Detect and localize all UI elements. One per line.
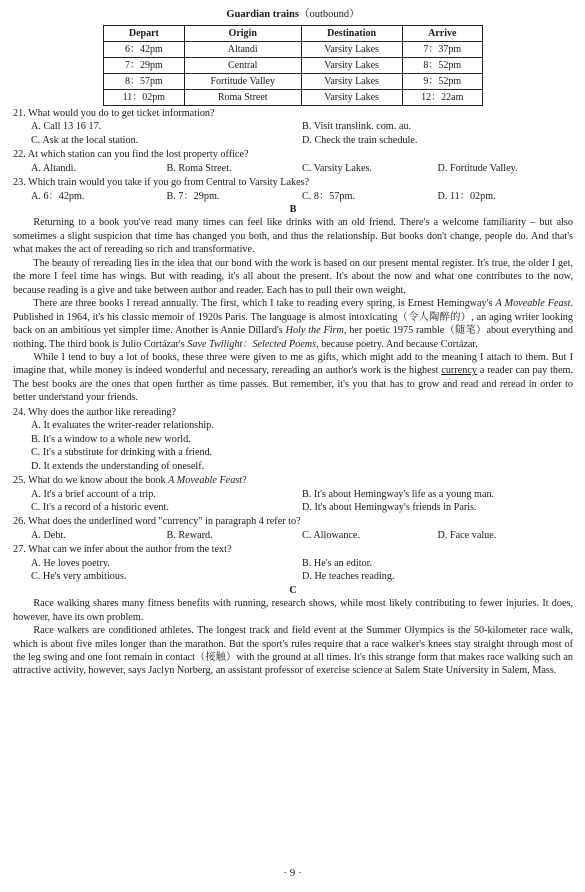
passage-b-paragraph-1: Returning to a book you've read many times can feel like drinks with an old friend. There's a welcome familiarity – but also sometimes a slight suspicion that time has changed you both, and thus the relationship. But books don't change, people do. And that's what makes the act of rereading so rich and transformative.: [13, 217, 573, 256]
option-a: A. It's a brief account of a trip.: [31, 488, 156, 500]
question-stem: 21. What would you do to get ticket information?: [13, 107, 215, 119]
exam-page: [13, 8, 573, 678]
option-d: D. Face value.: [437, 529, 497, 541]
option-c: C. Ask at the local station.: [31, 134, 139, 146]
table-cell: 8：57pm: [104, 73, 185, 89]
section-b-heading: B: [289, 204, 297, 216]
option-c: C. It's a substitute for drinking with a friend.: [31, 447, 213, 459]
option-b: B. It's about Hemingway's life as a young man.: [302, 488, 495, 500]
book-title: Save Twilight：Selected Poems: [187, 338, 317, 350]
option-c: C. He's very ambitious.: [31, 571, 127, 583]
table-header-cell: Depart: [104, 25, 185, 41]
table-cell: Altandi: [184, 41, 301, 57]
table-title-suffix: （outbound）: [298, 9, 360, 20]
question-stem: 23. Which train would you take if you go from Central to Varsity Lakes?: [13, 177, 310, 189]
book-title: A Moveable Feast: [495, 298, 571, 310]
option-d: D. He teaches reading.: [302, 571, 395, 583]
train-timetable: [103, 25, 483, 106]
table-cell: 7：37pm: [402, 41, 482, 57]
option-b: B. He's an editor.: [302, 557, 373, 569]
option-b: B. Roma Street.: [166, 162, 232, 174]
table-cell: 6：42pm: [104, 41, 185, 57]
option-d: D. Check the train schedule.: [302, 134, 418, 146]
table-title: [13, 8, 573, 22]
question-stem: 26. What does the underlined word "currency" in paragraph 4 refer to?: [13, 516, 301, 528]
option-a: A. He loves poetry.: [31, 557, 110, 569]
option-c: C. Allowance.: [302, 529, 361, 541]
passage-b-paragraph-2: The beauty of rereading lies in the idea that our bond with the work is based on our present mental register. It's true, the older I get, the more I feel time has wings. But with reading, it's all about the present. It's about the now and what one contributes to the now, because reading is a give and take between author and reader. Each has to pull their own weight.: [13, 257, 573, 296]
question-stem: 25. What do we know about the book A Moveable Feast?: [13, 475, 247, 487]
question-stem: 27. What can we infer about the author from the text?: [13, 544, 232, 556]
option-a: A. Altandi.: [31, 162, 76, 174]
table-cell: Central: [184, 57, 301, 73]
question-stem: 22. At which station can you find the lost property office?: [13, 149, 249, 161]
table-cell: Fortitude Valley: [184, 73, 301, 89]
option-c: C. It's a record of a historic event.: [31, 502, 169, 513]
table-row: [104, 57, 483, 73]
table-row: [104, 73, 483, 89]
question-25: [13, 474, 573, 514]
page-number: · 9 ·: [283, 867, 302, 879]
section-c-heading: C: [289, 584, 297, 596]
passage-b-paragraph-4: While I tend to buy a lot of books, these three were given to me as gifts, which might add to the meaning I attach to them. But I imagine that, while money is indeed wonderful and necessary, rereading an author's work is the highest currency a reader can pay them. The best books are the ones that open further as time passes. But remember, it's you that has to grow and read and reread in order to better understand your friends.: [13, 352, 573, 404]
table-cell: 11：02pm: [104, 89, 185, 105]
table-cell: 12：22am: [402, 89, 482, 105]
table-cell: Roma Street: [184, 89, 301, 105]
table-cell: Varsity Lakes: [301, 73, 402, 89]
table-cell: Varsity Lakes: [301, 41, 402, 57]
option-d: D. It extends the understanding of oneself.: [31, 460, 205, 472]
table-body: [104, 41, 483, 105]
table-row: [104, 89, 483, 105]
question-22: [13, 148, 573, 175]
underlined-word: currency: [441, 365, 477, 377]
option-b: B. Reward.: [166, 529, 213, 541]
book-title: Holy the Firm: [285, 325, 344, 337]
table-cell: 9：52pm: [402, 73, 482, 89]
question-23: [13, 176, 573, 203]
table-header-cell: Destination: [301, 25, 402, 41]
option-a: A. Call 13 16 17.: [31, 121, 102, 133]
question-21: [13, 107, 573, 147]
question-24: [13, 406, 573, 473]
table-row: [104, 41, 483, 57]
option-b: B. 7：29pm.: [166, 190, 220, 202]
table-cell: 8：52pm: [402, 57, 482, 73]
question-stem: 24. Why does the author like rereading?: [13, 406, 177, 418]
option-d: D. Fortitude Valley.: [437, 162, 518, 174]
question-27: [13, 543, 573, 583]
table-cell: Varsity Lakes: [301, 89, 402, 105]
option-d: D. 11：02pm.: [437, 190, 496, 202]
table-cell: Varsity Lakes: [301, 57, 402, 73]
passage-c-paragraph-2: Race walkers are conditioned athletes. The longest track and field event at the Summer Olympics is the 50-kilometer race walk, which is about five miles longer than the marathon. But the sport's rules require that a race walker's knees stay straight through most of the leg swing and one foot remain in contact（接触）with the ground at all times. It's this strange form that makes race walking such an attractive activity, however, says Jaclyn Norberg, an assistant professor of exercise science at Salem State University in Salem, Mass.: [13, 625, 573, 677]
option-c: C. Varsity Lakes.: [302, 162, 372, 174]
table-cell: 7：29pm: [104, 57, 185, 73]
table-header-row: [104, 25, 483, 41]
option-b: B. It's a window to a whole new world.: [31, 433, 191, 445]
option-a: A. It evaluates the writer-reader relationship.: [31, 420, 214, 432]
option-c: C. 8：57pm.: [302, 190, 355, 202]
table-title-text: Guardian trains: [226, 9, 299, 20]
passage-c-paragraph-1: Race walking shares many fitness benefits with running, research shows, while most likely contributing to fewer injuries. It does, however, have its own problem.: [13, 598, 573, 623]
passage-b-paragraph-3: There are three books I reread annually. The first, which I take to reading every spring, is Ernest Hemingway's A Moveable Feast. Published in 1964, it's his classic memoir of 1920s Paris. The language is almost intoxicating（令人陶醉的）, an aging writer looking back on an ambitious yet simpler time. Another is Annie Dillard's Holy the Firm, her poetic 1975 ramble（随笔）about everything and nothing. The third book is Julio Cortázar's Save Twilight：Selected Poems, because poetry. And because Cortázar.: [13, 298, 574, 350]
table-header-cell: Origin: [184, 25, 301, 41]
question-26: [13, 515, 573, 542]
option-a: A. 6：42pm.: [31, 190, 85, 202]
option-b: B. Visit translink. com. au.: [302, 121, 411, 133]
option-d: D. It's about Hemingway's friends in Paris.: [302, 502, 477, 513]
table-header-cell: Arrive: [402, 25, 482, 41]
option-a: A. Debt.: [31, 529, 66, 541]
